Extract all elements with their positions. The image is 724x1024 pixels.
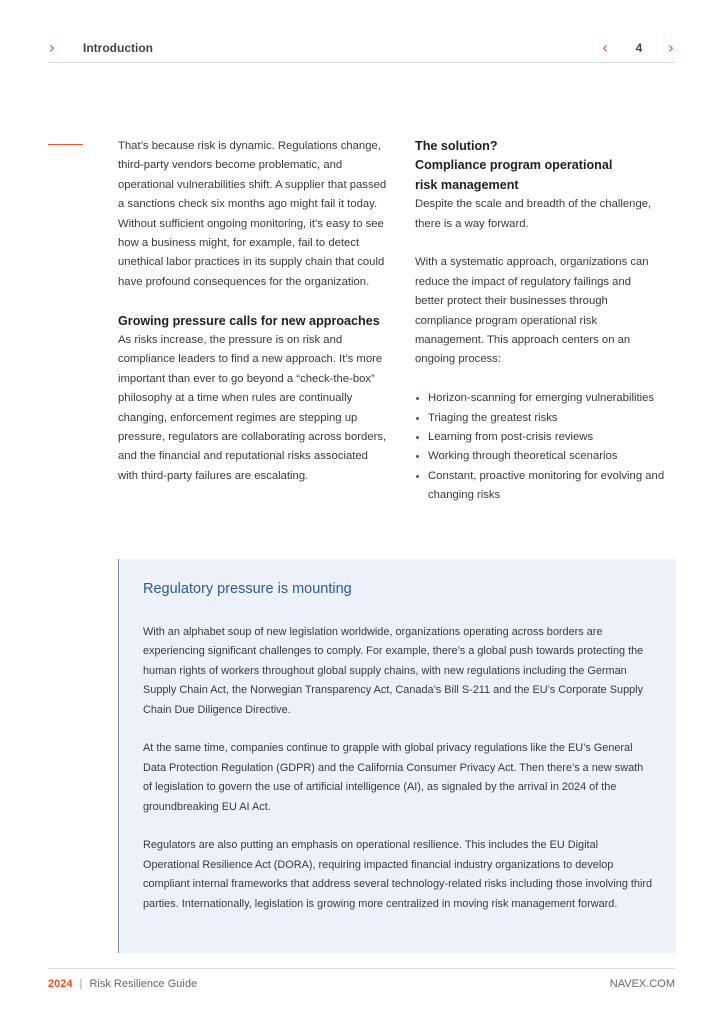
solution-paragraph-2: With a systematic approach, organizations can reduce the impact of regulatory failings and better protect their businesses through compliance program operational risk management. This approach centers on an ongoing process: [415,256,649,366]
previous-page-icon[interactable]: ‹ [601,38,609,57]
section-paragraph: As risks increase, the pressure is on risk and compliance leaders to find a new approach. It’s more important than ever to go beyond a “check-the-box” philosophy at a time when rules are continually changing, enforcement regimes are stepping up pressure, regulators are collaborating across borders, and the financial and reputational risks associated with third-party failures are escalating. [118,334,387,482]
next-page-icon[interactable]: › [667,38,675,57]
process-list [415,389,677,505]
callout-paragraph: Regulators are also putting an emphasis on operational resilience. This includes the EU Digital Operational Resilience Act (DORA), requiring impacted financial industry organizations to develop compliant internal frameworks that address several technology-related risks including those involving third parties. Internationally, legislation is growing more centralized in moving risk management forward. [143,839,653,910]
callout-paragraph: At the same time, companies continue to grapple with global privacy regulations like the EU’s General Data Protection Regulation (GDPR) and the California Consumer Privacy Act. Then there’s a new swath of legislation to govern the use of artificial intelligence (AI), as signaled by the arrival in 2024 of the groundbreaking EU AI Act. [143,742,644,813]
footer-divider [48,968,675,969]
footer-separator: | [79,978,83,990]
solution-paragraph-1: Despite the scale and breadth of the challenge, there is a way forward. [415,198,652,230]
callout-paragraph: With an alphabet soup of new legislation worldwide, organizations operating across borders are experiencing significant challenges to comply. For example, there’s a global push towards protecting the human rights of workers throughout global supply chains, with new regulations including the German Supply Chain Act, the Norwegian Transparency Act, Canada’s Bill S-211 and the EU’s Corporate Supply Chain Due Diligence Directive. [143,626,644,716]
list-item: Horizon-scanning for emerging vulnerabilities [415,389,677,408]
footer-website[interactable]: NAVEX.COM [609,978,675,990]
page-number: 4 [635,41,643,55]
right-column [415,137,677,506]
list-item: Working through theoretical scenarios [415,447,677,466]
footer-left [48,978,197,990]
accent-rule [48,144,83,145]
list-item: Triaging the greatest risks [415,409,677,428]
footer-year: 2024 [48,978,73,990]
callout-title: Regulatory pressure is mounting [143,581,352,597]
callout-box [118,559,676,953]
left-column [118,137,388,486]
callout-body [143,623,653,933]
footer-guide-title: Risk Resilience Guide [89,978,198,990]
solution-heading-line1: The solution? [415,139,498,153]
intro-paragraph: That’s because risk is dynamic. Regulations change, third-party vendors become problematic, and operational vulnerabilities shift. A supplier that passed a sanctions check six months ago might fail it today. Without sufficient ongoing monitoring, it’s easy to see how a business might, for example, fail to detect unethical labor practices in its supply chain that could have profound consequences for the organization. [118,140,387,288]
section-title: Introduction [83,41,153,55]
chevron-right-icon[interactable]: › [48,38,56,57]
header-divider [48,62,675,63]
section-heading: Growing pressure calls for new approaches [118,313,380,328]
list-item: Constant, proactive monitoring for evolving and changing risks [415,467,677,506]
list-item: Learning from post-crisis reviews [415,428,677,447]
solution-heading-line2: Compliance program operational risk management [415,158,613,192]
